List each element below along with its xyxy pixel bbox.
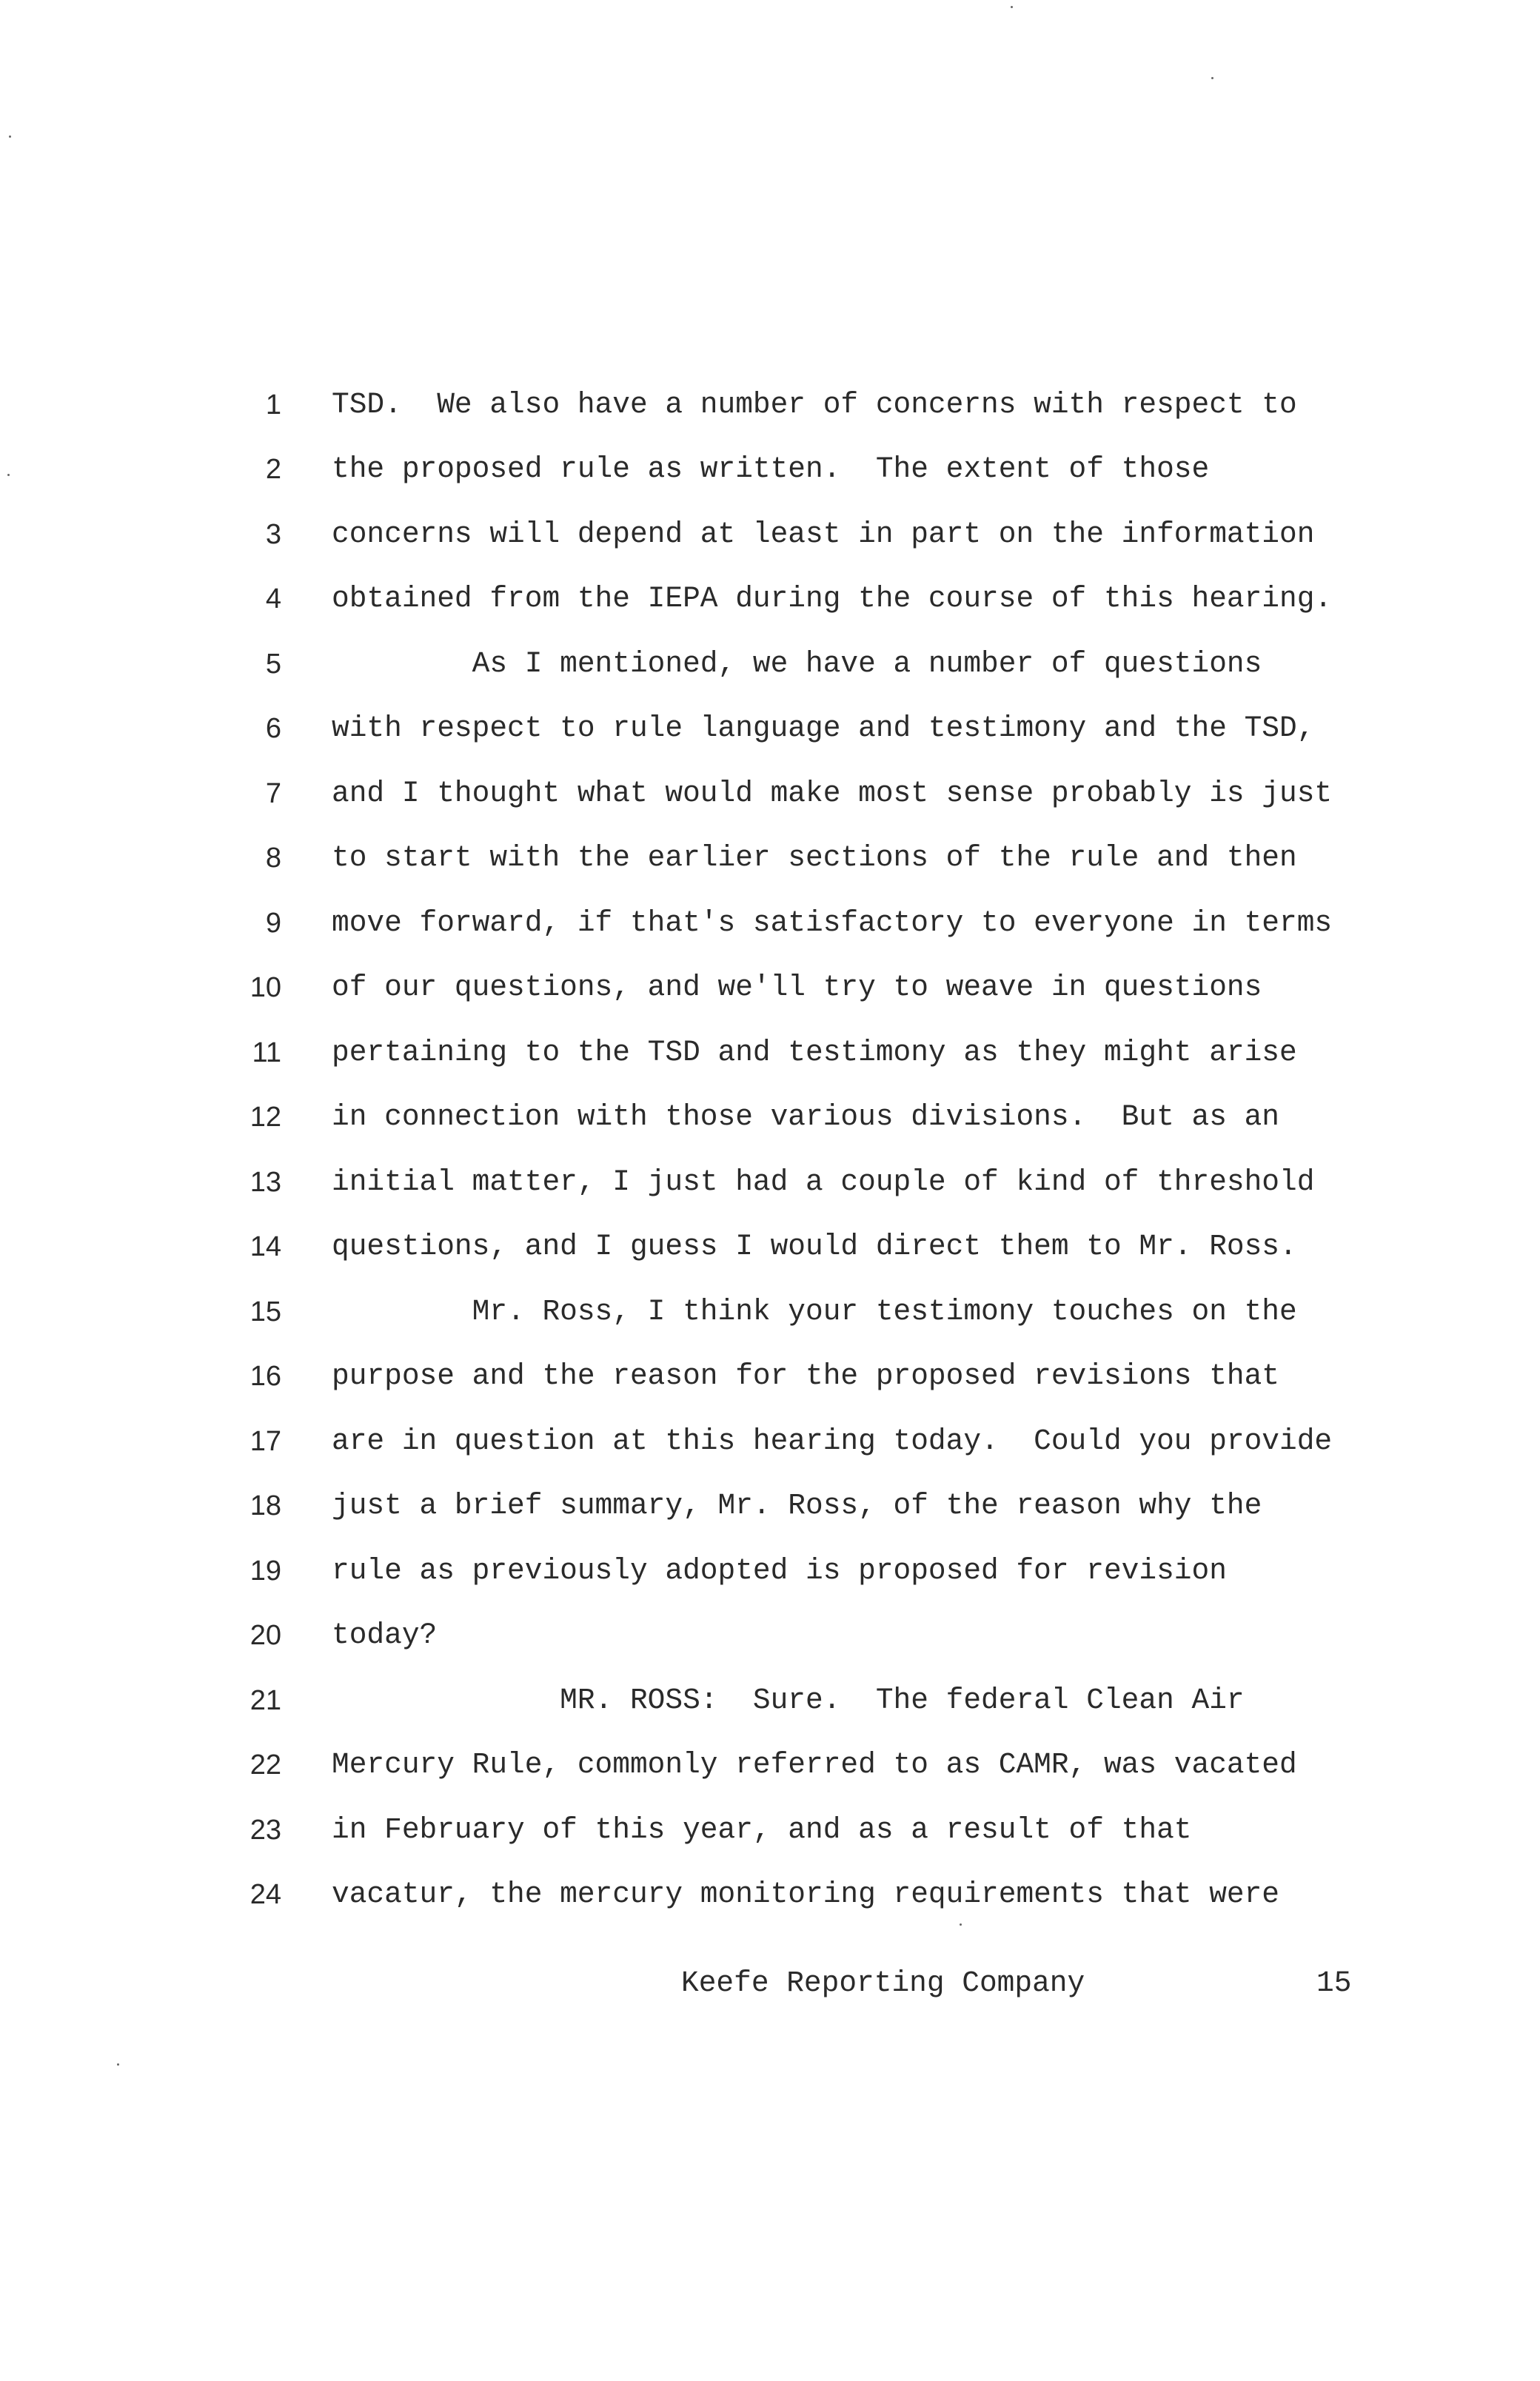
line-number: 2	[265, 454, 281, 485]
line-number: 17	[250, 1426, 281, 1457]
line-number: 20	[250, 1620, 281, 1651]
transcript-line	[0, 957, 1540, 1022]
transcript-line	[0, 1345, 1540, 1410]
line-number: 19	[250, 1555, 281, 1587]
line-number: 13	[250, 1167, 281, 1198]
line-number: 18	[250, 1490, 281, 1521]
line-text: initial matter, I just had a couple of kind of threshold	[332, 1165, 1315, 1199]
line-number: 14	[250, 1231, 281, 1262]
transcript-line	[0, 1022, 1540, 1087]
transcript-line	[0, 1086, 1540, 1151]
line-text: questions, and I guess I would direct them to Mr. Ross.	[332, 1230, 1297, 1263]
line-text: and I thought what would make most sense probably is just	[332, 777, 1333, 810]
line-number: 9	[265, 908, 281, 939]
line-text: As I mentioned, we have a number of questions	[332, 647, 1262, 680]
transcript-line	[0, 374, 1540, 439]
line-number: 15	[250, 1296, 281, 1327]
line-number: 16	[250, 1361, 281, 1392]
line-text: are in question at this hearing today. Could you provide	[332, 1424, 1333, 1458]
line-text: to start with the earlier sections of the rule and then	[332, 841, 1297, 874]
scan-speck	[1211, 77, 1213, 79]
transcript-line	[0, 892, 1540, 957]
line-text: rule as previously adopted is proposed for revision	[332, 1554, 1227, 1587]
line-text: TSD. We also have a number of concerns with respect to	[332, 388, 1297, 421]
line-text: of our questions, and we'll try to weave in questions	[332, 971, 1262, 1004]
line-text: with respect to rule language and testimony and the TSD,	[332, 711, 1315, 745]
line-number: 5	[265, 649, 281, 680]
line-number: 3	[265, 519, 281, 550]
line-text: just a brief summary, Mr. Ross, of the reason why the	[332, 1489, 1262, 1522]
transcript-line	[0, 633, 1540, 698]
line-text: purpose and the reason for the proposed revisions that	[332, 1359, 1280, 1393]
line-text: pertaining to the TSD and testimony as they might arise	[332, 1036, 1297, 1069]
transcript-line	[0, 1410, 1540, 1476]
transcript-line	[0, 827, 1540, 892]
line-text: Mercury Rule, commonly referred to as CAMR, was vacated	[332, 1748, 1297, 1781]
scan-speck	[960, 1923, 962, 1926]
line-number: 23	[250, 1815, 281, 1846]
line-text: vacatur, the mercury monitoring requirements that were	[332, 1878, 1280, 1911]
transcript-line	[0, 1734, 1540, 1799]
footer-company: Keefe Reporting Company	[681, 1966, 1085, 2000]
line-number: 4	[265, 583, 281, 614]
transcript-line	[0, 1281, 1540, 1346]
scan-speck	[1011, 6, 1013, 8]
scan-speck	[7, 474, 10, 476]
line-text: obtained from the IEPA during the course of this hearing.	[332, 582, 1333, 615]
transcript-line	[0, 1475, 1540, 1540]
scan-speck	[9, 135, 11, 138]
line-text: move forward, if that's satisfactory to everyone in terms	[332, 906, 1333, 940]
line-text: MR. ROSS: Sure. The federal Clean Air	[332, 1684, 1245, 1717]
transcript-line	[0, 1863, 1540, 1929]
transcript-line	[0, 438, 1540, 503]
line-text: in February of this year, and as a result of that	[332, 1813, 1192, 1846]
transcript-line	[0, 1670, 1540, 1735]
transcript-line	[0, 503, 1540, 569]
line-text: the proposed rule as written. The extent of those	[332, 452, 1210, 486]
transcript-line	[0, 1799, 1540, 1864]
line-text: Mr. Ross, I think your testimony touches on the	[332, 1295, 1297, 1328]
line-number: 10	[250, 972, 281, 1003]
transcript-line	[0, 697, 1540, 763]
transcript-line	[0, 1151, 1540, 1216]
line-number: 1	[265, 389, 281, 421]
line-text: in connection with those various divisions. But as an	[332, 1100, 1280, 1133]
line-text: today?	[332, 1618, 438, 1652]
scan-speck	[117, 2063, 119, 2066]
transcript-line	[0, 1216, 1540, 1281]
line-number: 8	[265, 843, 281, 874]
line-number: 11	[252, 1037, 281, 1068]
line-number: 7	[265, 778, 281, 809]
line-number: 24	[250, 1879, 281, 1910]
line-number: 21	[250, 1685, 281, 1716]
line-number: 12	[250, 1102, 281, 1133]
transcript-line	[0, 1540, 1540, 1605]
transcript-line	[0, 568, 1540, 633]
line-text: concerns will depend at least in part on the information	[332, 518, 1315, 551]
line-number: 22	[250, 1749, 281, 1781]
transcript-line	[0, 763, 1540, 828]
transcript-line	[0, 1604, 1540, 1670]
page-number: 15	[1316, 1966, 1352, 2000]
line-number: 6	[265, 713, 281, 744]
